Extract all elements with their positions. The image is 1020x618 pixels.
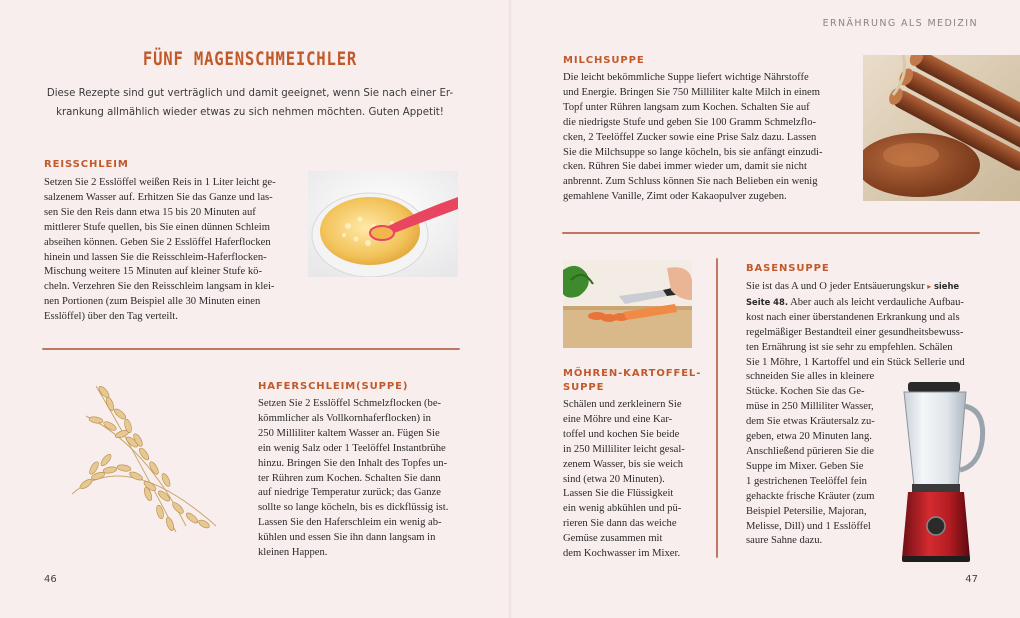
haferschleim-heading: HAFERSCHLEIM(SUPPE): [258, 381, 409, 392]
text-line: Schälen und zerkleinern Sie: [563, 399, 682, 410]
intro-line: Diese Rezepte sind gut verträglich und damit geeignet, wenn Sie nach einer Er-: [46, 88, 454, 99]
text-line: ten Ernährung ist sie sehr zu empfehlen. Schälen: [746, 341, 953, 353]
text-line: anbrennt. Zum Schluss können Sie nach Belieben ein wenig: [563, 176, 818, 188]
rice-porridge-photo: [308, 171, 458, 277]
basensuppe-heading: BASENSUPPE: [746, 263, 830, 274]
text-line: kleinen Happen.: [258, 547, 328, 559]
text-line: dem Kochwasser im Mixer.: [563, 548, 681, 560]
moehren-kartoffel-heading: [563, 367, 701, 395]
text-line: Gemüse zusammen mit: [563, 533, 663, 545]
text-line: [746, 295, 986, 311]
heading-line: MÖHREN-KARTOFFEL-: [563, 368, 702, 379]
text-line: ein wenig abkühlen und pü-: [563, 503, 682, 515]
text-line: regelmäßiger Bestandteil einer gesundheitsbewuss-: [746, 326, 964, 338]
text-line: cken. Rühren Sie dabei immer wieder um, damit sie nicht: [563, 161, 807, 173]
column-divider: [716, 258, 718, 558]
text-line: Lassen Sie den Haferschleim ein wenig ab-: [258, 517, 442, 529]
milchsuppe-heading: MILCHSUPPE: [563, 55, 645, 66]
page-number-right: 47: [965, 574, 978, 585]
text-line: Beispiel Petersilie, Majoran,: [746, 505, 867, 517]
text-line: sollte so lange köcheln, bis es dickflüssig ist.: [258, 502, 449, 514]
blender-photo: [888, 380, 988, 565]
text-line: auf niedrige Temperatur zurück; das Ganze: [258, 487, 441, 499]
text-line: geben, etwa 20 Minuten lang.: [746, 431, 872, 443]
text-line: Esslöffel) über den Tag verteilt.: [44, 311, 178, 323]
text-line: rieren Sie dann das weiche: [563, 518, 677, 530]
text-line: hinein und lassen Sie die Reisschleim-Haferflocken-: [44, 251, 267, 263]
intro-text: [40, 84, 460, 122]
text-line: Topf unter Rühren langsam zum Kochen. Schalten Sie auf: [563, 101, 810, 113]
moehren-kartoffel-body: [563, 398, 713, 562]
text-segment: Aber auch als leicht verdauliche Aufbau-: [788, 296, 964, 308]
page-title: FÜNF MAGENSCHMEICHLER: [142, 48, 358, 70]
text-line: 250 Milliliter kaltem Wasser an. Fügen Sie: [258, 427, 440, 439]
carrot-cutting-photo: [563, 260, 692, 348]
haferschleim-body: [258, 397, 468, 561]
cinnamon-photo: [863, 55, 1020, 201]
reisschleim-body: [44, 176, 304, 325]
text-line: kühlen und essen Sie ihn dann langsam in: [258, 532, 436, 544]
text-line: die niedrigste Stufe und geben Sie 100 Gramm Schmelzflo-: [563, 116, 817, 128]
text-line: nen Portionen (zum Beispiel alle 30 Minuten einen: [44, 296, 261, 308]
reisschleim-heading: REISSCHLEIM: [44, 159, 129, 170]
text-line: saure Sahne dazu.: [746, 535, 823, 547]
text-line: Setzen Sie 2 Esslöffel Schmelzflocken (be-: [258, 398, 442, 409]
milchsuppe-body: [563, 71, 853, 205]
page-reference[interactable]: Seite 48.: [746, 296, 789, 307]
text-line: zenem Wasser, bis sie weich: [563, 458, 684, 470]
text-line: gehackte frische Kräuter (zum: [746, 490, 875, 502]
text-line: Sie 1 Möhre, 1 Kartoffel und ein Stück Sellerie und: [746, 356, 965, 368]
intro-line: krankung allmählich wieder etwas zu sich nehmen möchten. Guten Appetit!: [56, 107, 444, 118]
text-line: ein wenig Salz oder 1 Teelöffel Instantbrühe: [258, 442, 446, 454]
text-line: sind (etwa 20 Minuten).: [563, 473, 665, 485]
text-line: Sie die Milchsuppe so lange köcheln, bis sie anfängt einzudi-: [563, 146, 823, 158]
text-line: dem Sie etwas Kräutersalz zu-: [746, 416, 875, 428]
text-line: Stücke. Kochen Sie das Ge-: [746, 386, 865, 398]
section-divider: [42, 348, 460, 350]
text-segment: Sie ist das A und O jeder Entsäuerungskur: [746, 281, 925, 292]
text-line: Mischung weitere 15 Minuten auf kleiner Stufe kö-: [44, 266, 262, 278]
text-line: Melisse, Dill) und 1 Esslöffel: [746, 520, 871, 532]
text-line: mittlerer Stufe quellen, bis Sie einen dünnen Schleim: [44, 221, 270, 233]
text-line: gemahlene Vanille, Zimt oder Kakaopulver zugeben.: [563, 191, 787, 203]
text-line: abseihen können. Geben Sie 2 Esslöffel Haferflocken: [44, 236, 271, 248]
text-line: sen Sie den Reis dann etwa 15 bis 20 Minuten auf: [44, 206, 256, 218]
text-line: kömmlicher als Vollkornhaferflocken) in: [258, 412, 431, 424]
text-line: in 250 Milliliter leicht gesal-: [563, 443, 685, 455]
text-line: müse in 250 Milliliter Wasser,: [746, 401, 874, 413]
oat-illustration: [66, 376, 226, 536]
text-line: toffel und kochen Sie beide: [563, 428, 680, 440]
text-line: [746, 279, 986, 295]
text-line: Lassen Sie die Flüssigkeit: [563, 488, 674, 500]
section-header: ERNÄHRUNG ALS MEDIZIN: [822, 18, 978, 29]
text-line: cheln. Verzehren Sie den Reisschleim langsam in klei-: [44, 281, 275, 293]
section-divider: [562, 232, 980, 234]
text-line: Anschließend pürieren Sie die: [746, 445, 874, 457]
text-line: 1 gestrichenen Teelöffel fein: [746, 475, 867, 487]
text-line: cken, 2 Teelöffel Zucker sowie eine Prise Salz dazu. Lassen: [563, 131, 817, 143]
text-line: kost nach einer überstandenen Erkrankung und als: [746, 311, 960, 323]
text-line: hinzu. Bringen Sie den Inhalt des Topfes un-: [258, 457, 448, 469]
text-line: schneiden Sie alles in kleinere: [746, 371, 875, 383]
right-page: [510, 0, 1020, 618]
page-number-left: 46: [44, 574, 57, 585]
text-line: salzenem Wasser auf. Erhitzen Sie das Ganze und las-: [44, 191, 273, 203]
text-line: ter Rühren zum Kochen. Schalten Sie dann: [258, 472, 441, 484]
arrow-right-icon: ▸: [927, 282, 932, 291]
text-line: Die leicht bekömmliche Suppe liefert wichtige Nährstoffe: [563, 72, 809, 83]
text-line: eine Möhre und eine Kar-: [563, 413, 673, 425]
text-line: und Energie. Bringen Sie 750 Milliliter kalte Milch in einem: [563, 86, 820, 98]
text-line: Suppe im Mixer. Geben Sie: [746, 460, 864, 472]
heading-line: SUPPE: [563, 382, 605, 393]
page-reference[interactable]: siehe: [933, 281, 960, 291]
text-line: Setzen Sie 2 Esslöffel weißen Reis in 1 Liter leicht ge-: [44, 177, 276, 188]
